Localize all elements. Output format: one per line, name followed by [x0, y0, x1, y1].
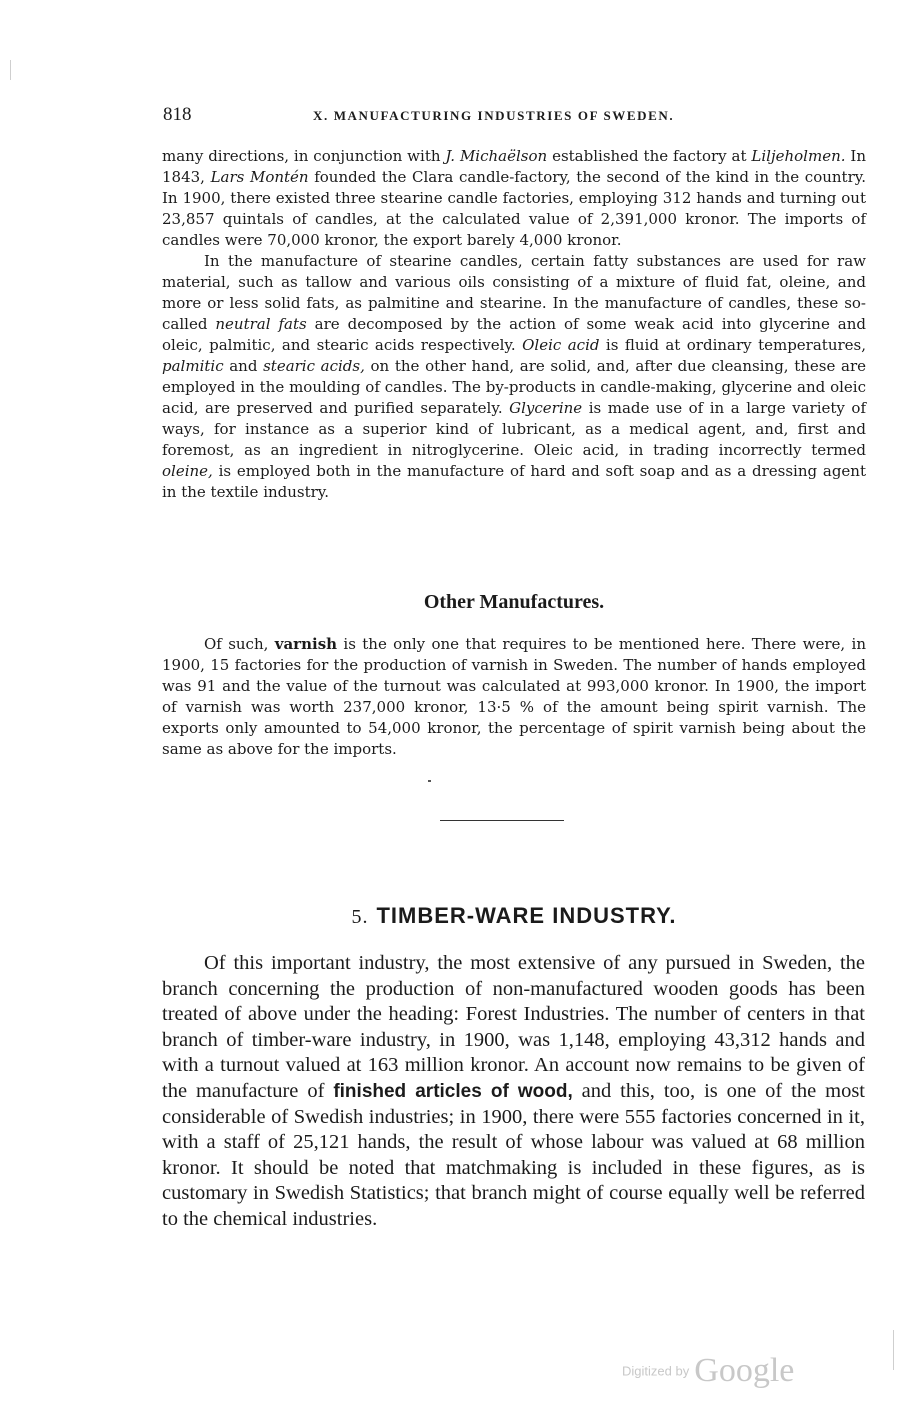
- page-number: 818: [163, 104, 192, 125]
- watermark-prefix: Digitized by: [622, 1363, 690, 1379]
- google-logo: Google: [694, 1352, 795, 1389]
- paragraph-varnish: Of such, varnish is the only one that requires to be mentioned here. There were, in 1900, 15 factories for the production of varnish in Sweden. The number of hands employed was 91 and the value of the turnout was calculated at 993,000 kronor. In 1900, the import of varnish was worth 237,000 kronor, 13·5 % of the amount being spirit varnish. The exports only amounted to 54,000 kronor, the percentage of spirit varnish being about the same as above for the imports.: [162, 635, 866, 758]
- stray-mark: [428, 780, 431, 782]
- chapter-title: TIMBER-WARE INDUSTRY.: [376, 903, 677, 928]
- right-edge-mark: [893, 1330, 894, 1370]
- section-divider-rule: [440, 820, 564, 821]
- section-heading-other-manufactures: Other Manufactures.: [423, 591, 605, 613]
- chapter-heading-timber-ware: [162, 903, 866, 929]
- chapter-number: 5.: [351, 906, 369, 928]
- left-edge-mark: [10, 60, 11, 80]
- running-head: [163, 104, 865, 128]
- paragraph-timber-ware: Of this important industry, the most extensive of any pursued in Sweden, the branch concerning the production of non-manufactured wooden goods has been treated of above under the heading: Forest Industries. The number of centers in that branch of timber-ware industry, in 1900, was 1,148, employing 43,312 hands and with a turnout valued at 163 million kronor. An account now remains to be given of the manufacture of finished articles of wood, and this, too, is one of the most considerable of Swedish industries; in 1900, there were 555 factories concerned in it, with a staff of 25,121 hands, the result of whose labour was valued at 68 million kronor. It should be noted that matchmaking is included in these figures, as is customary in Swedish Statistics; that branch might of course equally well be referred to the chemical industries.: [162, 952, 865, 1230]
- varnish-section: [162, 634, 866, 760]
- paragraph-stearine-manufacture: In the manufacture of stearine candles, certain fatty substances are used for raw material, such as tallow and various oils consisting of a mixture of fluid fat, oleine, and more or less solid fats, as palmitine and stearine. In the manufacture of candles, these so-called neutral fats are decomposed by the action of some weak acid into glycerine and oleic, palmitic, and stearic acids respectively. Oleic acid is fluid at ordinary temperatures, palmitic and stearic acids, on the other hand, are solid, and, after due cleansing, these are employed in the moulding of candles. The by-products in candle-making, glycerine and oleic acid, are preserved and purified separately. Glycerine is made use of in a large variety of ways, for instance as a superior kind of lubricant, as a medical agent, and, first and foremost, as an ingredient in nitroglycerine. Oleic acid, in trading incorrectly termed oleine, is employed both in the manufacture of hard and soft soap and as a dressing agent in the textile industry.: [162, 252, 867, 501]
- digitized-watermark: [622, 1352, 822, 1392]
- running-title: X. MANUFACTURING INDUSTRIES OF SWEDEN.: [313, 108, 675, 123]
- candle-section: [162, 146, 866, 503]
- paragraph-candle-factories: many directions, in conjunction with J. Michaëlson established the factory at Liljeholmen. In 1843, Lars Montén founded the Clara candle-factory, the second of the kind in the country. In 1900, there existed three stearine candle factories, employing 312 hands and turning out 23,857 quintals of candles, at the calculated value of 2,391,000 kronor. The imports of candles were 70,000 kronor, the export barely 4,000 kronor.: [162, 147, 867, 249]
